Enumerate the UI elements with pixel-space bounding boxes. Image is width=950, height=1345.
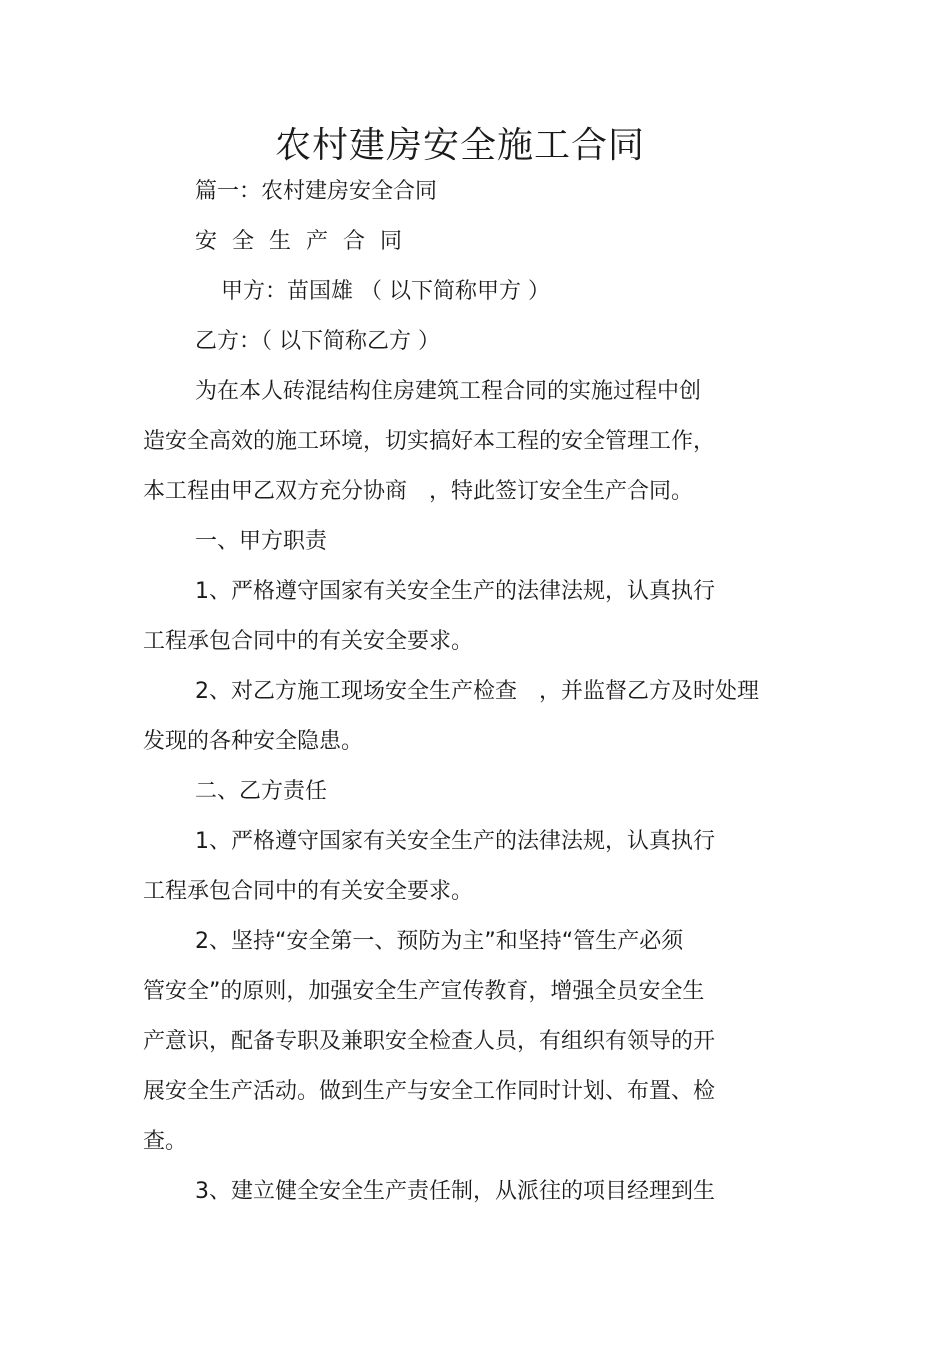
clause-b2-line-1: 2、坚持“安全第一、预防为主”和坚持“管生产必须 bbox=[195, 929, 684, 954]
clause-b1-line-2: 工程承包合同中的有关安全要求。 bbox=[143, 879, 474, 904]
preamble-line-1: 为在本人砖混结构住房建筑工程合同的实施过程中创 bbox=[195, 379, 702, 404]
preamble-line-3: 本工程由甲乙双方充分协商 ，特此签订安全生产合同。 bbox=[143, 479, 694, 504]
clause-b2-line-3: 产意识，配备专职及兼职安全检查人员，有组织有领导的开 bbox=[143, 1029, 716, 1054]
document-title: 农村建房安全施工合同 bbox=[274, 125, 645, 166]
contract-subtitle: 安全生产合同 bbox=[195, 229, 418, 254]
clause-b1-line-1: 1、严格遵守国家有关安全生产的法律法规，认真执行 bbox=[195, 829, 715, 854]
section-heading-party-a-duties: 一、甲方职责 bbox=[195, 529, 328, 554]
clause-b2-line-5: 查。 bbox=[143, 1129, 188, 1154]
clause-a1-line-1: 1、严格遵守国家有关安全生产的法律法规，认真执行 bbox=[195, 579, 715, 604]
clause-b2-line-2: 管安全”的原则，加强安全生产宣传教育，增强全员安全生 bbox=[143, 979, 705, 1004]
clause-a2-line-2: 发现的各种安全隐患。 bbox=[143, 729, 364, 754]
clause-b2-line-4: 展安全生产活动。做到生产与安全工作同时计划、布置、检 bbox=[143, 1079, 716, 1104]
clause-a1-line-2: 工程承包合同中的有关安全要求。 bbox=[143, 629, 474, 654]
preamble-line-2: 造安全高效的施工环境，切实搞好本工程的安全管理工作， bbox=[143, 429, 716, 454]
section-heading-party-b-duties: 二、乙方责任 bbox=[195, 779, 328, 804]
party-b-line: 乙方：（ 以下简称乙方 ） bbox=[195, 329, 440, 354]
clause-b3-line-1: 3、建立健全安全生产责任制，从派往的项目经理到生 bbox=[195, 1179, 715, 1204]
party-a-line: 甲方：苗国雄 （ 以下简称甲方 ） bbox=[221, 279, 550, 304]
section-heading-part-one: 篇一：农村建房安全合同 bbox=[195, 179, 438, 204]
clause-a2-line-1: 2、对乙方施工现场安全生产检查 ，并监督乙方及时处理 bbox=[195, 679, 759, 704]
